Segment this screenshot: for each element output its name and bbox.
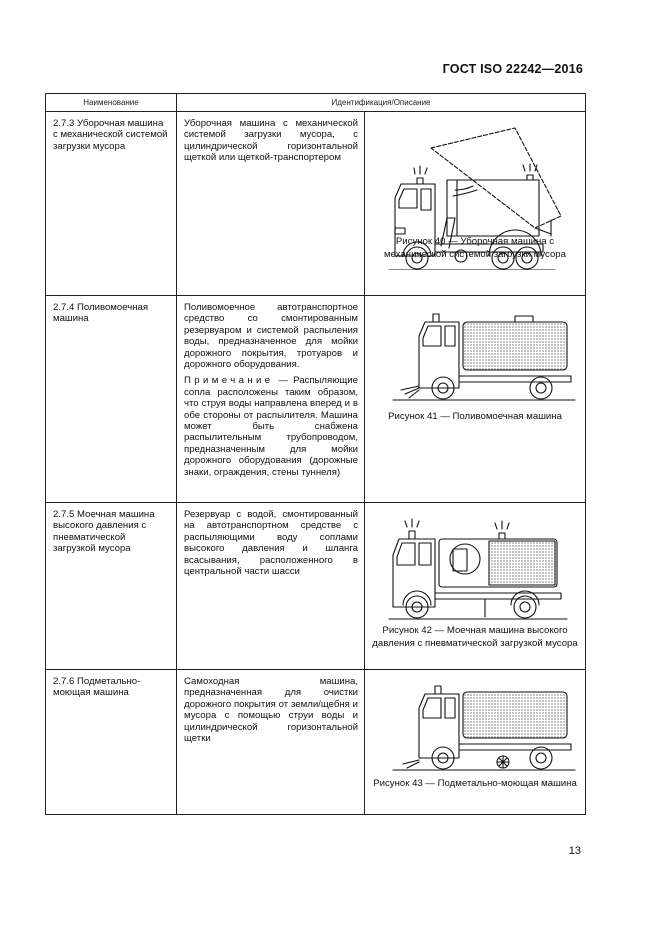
- identification-table: [45, 93, 586, 815]
- term-name: 2.7.3 Уборочная машина с механической системой загрузки мусора: [46, 112, 177, 296]
- term-description: Резервуар с водой, смонтированный на автотранспортном средстве с распыляющими воду соплами высокого давления и шланга всасывания, расположенного в центральной части шасси: [177, 503, 365, 670]
- term-name: 2.7.6 Подметально-моющая машина: [46, 670, 177, 815]
- figure-caption: Рисунок 43 — Подметально-моющая машина: [373, 778, 577, 789]
- term-name: 2.7.4 Поливомоечная машина: [46, 296, 177, 503]
- table-row: [46, 112, 586, 296]
- note-label: Примечание: [184, 375, 274, 387]
- table-row: [46, 296, 586, 503]
- watering-machine-figure: [365, 302, 586, 402]
- figure-caption: Рисунок 41 — Поливомоечная машина: [388, 411, 562, 422]
- note: [184, 375, 358, 478]
- term-description: Самоходная машина, предназначенная для очистки дорожного покрытия от земли/щебня и мусора с помощью струи воды и цилиндрической горизонтальной щетки: [177, 670, 365, 815]
- term-description: Уборочная машина с механической системой загрузки мусора, с цилиндрической горизонтальной щеткой или щеткой-транспортером: [177, 112, 365, 296]
- standard-header: ГОСТ ISO 22242—2016: [442, 62, 583, 76]
- figure-caption: Рисунок 42 — Моечная машина высокого давления с пневматической загрузкой мусора: [372, 625, 578, 649]
- figure-cell: [365, 296, 586, 503]
- figure-caption: Рисунок 40 — Уборочная машина с механической системой загрузки мусора: [384, 236, 566, 260]
- description-text: Поливомоечное автотранспортное средство со смонтированным резервуаром и системой распыления воды, предназначенное для мойки дорожного покрытия, тротуаров и дорожного оборудования.: [184, 302, 358, 371]
- note-text: — Распыляющие сопла расположены таким образом, что струя воды направлена вперед и в обе стороны от распылителя. Машина может быть снабжена распылительным трубопроводом, предназначенным для мойки дорожного оборудования (дорожные знаки, ограждения, стены туннеля): [184, 375, 358, 478]
- table-header-row: [46, 94, 586, 112]
- column-header-name: Наименование: [46, 94, 177, 112]
- table-row: [46, 670, 586, 815]
- term-name: 2.7.5 Моечная машина высокого давления с пневматической загрузкой мусора: [46, 503, 177, 670]
- term-description: [177, 296, 365, 503]
- page-number: 13: [568, 845, 581, 857]
- figure-cell: [365, 503, 586, 670]
- table-row: [46, 503, 586, 670]
- high-pressure-washer-figure: [365, 509, 586, 621]
- figure-cell: [365, 112, 586, 296]
- sweeper-washer-figure: [365, 676, 586, 772]
- column-header-description: Идентификация/Описание: [177, 94, 586, 112]
- figure-cell: [365, 670, 586, 815]
